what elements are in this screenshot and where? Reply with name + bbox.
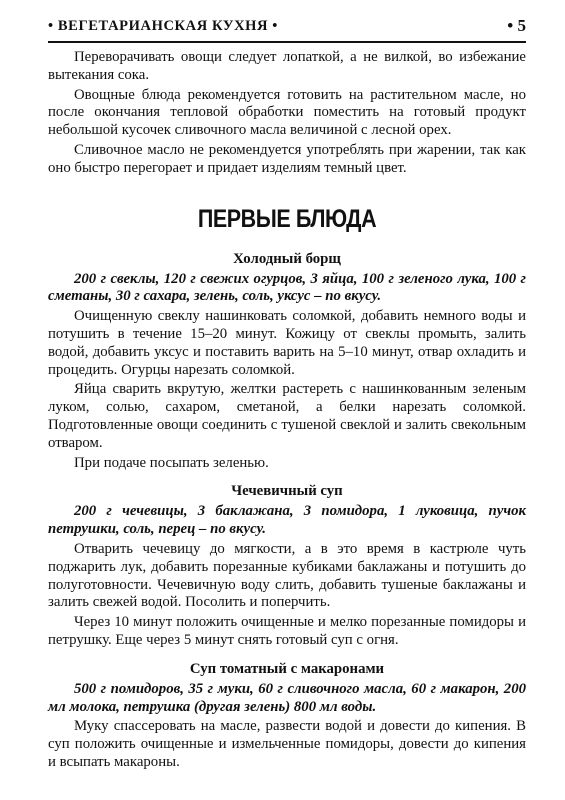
header-rule bbox=[48, 41, 526, 43]
page-body bbox=[48, 49, 526, 772]
intro-paragraph: Овощные блюда рекомендуется готовить на растительном масле, но после окончания тепловой обработки поместить на готовый продукт небольшой кусочек сливочного масла величиной с лесной орех. bbox=[48, 86, 526, 139]
recipe-step: Муку спассеровать на масле, развести водой и довести до кипения. В суп положить очищенные и измельченные помидоры, довести до кипения и всыпать макароны. bbox=[48, 718, 526, 770]
recipe-step: Яйца сварить вкрутую, желтки растереть с нашинкованным зеленым луком, солью, сахаром, сметаной, а белки нарезать соломкой. Подготовленные овощи соединить с тушеной свеклой и залить свекольным отваром. bbox=[48, 381, 526, 451]
running-title: • ВЕГЕТАРИАНСКАЯ КУХНЯ • bbox=[48, 18, 278, 34]
recipe-title: Чечевичный суп bbox=[231, 483, 343, 500]
intro-paragraph: Переворачивать овощи следует лопаткой, а не вилкой, во избежание вытекания сока. bbox=[48, 49, 526, 83]
page-number: • 5 bbox=[507, 16, 526, 35]
recipe-step: Отварить чечевицу до мягкости, а в это время в кастрюле чуть поджарить лук, добавить порезанные кубиками баклажаны и потушить до полуготовности. Чечевичную воду слить, добавить тушеные баклажаны и залить свежей водой. Посолить и поперчить. bbox=[48, 540, 526, 611]
recipe-ingredients: 200 г чечевицы, 3 баклажана, 3 помидора, 1 луковица, пучок петрушки, соль, перец – по вкусу. bbox=[48, 503, 526, 538]
recipe-ingredients: 200 г свеклы, 120 г свежих огурцов, 3 яйца, 100 г зеленого лука, 100 г сметаны, 30 г сахара, зелень, соль, уксус – по вкусу. bbox=[48, 270, 526, 305]
intro-paragraph: Сливочное масло не рекомендуется употреблять при жарении, так как оно быстро перегорает и придает изделиям темный цвет. bbox=[48, 141, 526, 176]
recipe-title: Холодный борщ bbox=[233, 250, 341, 267]
recipe-title: Суп томатный с макаронами bbox=[189, 660, 385, 677]
recipe-step: При подаче посыпать зеленью. bbox=[74, 454, 269, 471]
recipe-step: Очищенную свеклу нашинковать соломкой, добавить немного воды и потушить в течение 15–20 минут. Кожицу от свеклы промыть, залить водой, добавить уксус и поставить варить на 5–10 минут, отвар охладить и процедить. Огурцы нарезать соломкой. bbox=[48, 308, 526, 378]
chapter-title: ПЕРВЫЕ БЛЮДА bbox=[197, 204, 377, 233]
recipe-ingredients: 500 г помидоров, 35 г муки, 60 г сливочного масла, 60 г макарон, 200 мл молока, петрушка (другая зелень) 800 мл воды. bbox=[48, 680, 526, 715]
recipe-step: Через 10 минут положить очищенные и мелко порезанные помидоры и петрушку. Еще через 5 минут снять готовый суп с огня. bbox=[48, 614, 526, 648]
running-head bbox=[48, 16, 526, 40]
